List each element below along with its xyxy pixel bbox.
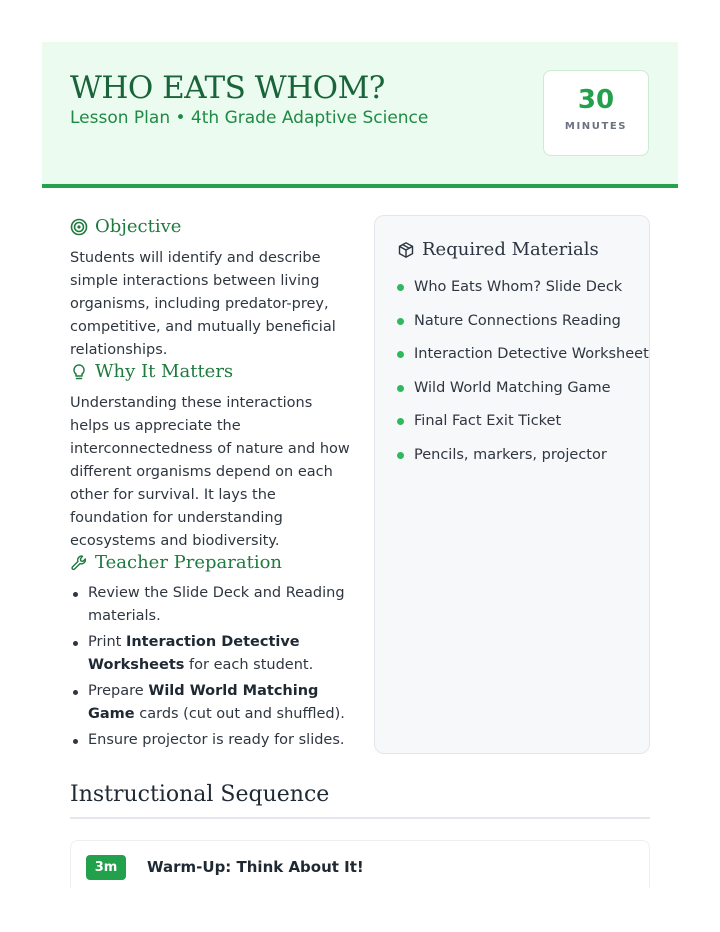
prep-heading-text: Teacher Preparation — [95, 552, 283, 573]
material-item: Who Eats Whom? Slide Deck — [397, 276, 649, 310]
step-title: Warm-Up: Think About It! — [147, 858, 364, 876]
materials-heading-text: Required Materials — [422, 239, 599, 260]
materials-heading — [397, 239, 599, 260]
why-heading-text: Why It Matters — [95, 361, 234, 382]
materials-list — [397, 276, 649, 477]
duration-label: MINUTES — [564, 121, 628, 132]
target-icon — [70, 218, 88, 236]
why-heading — [70, 361, 233, 382]
objective-heading — [70, 216, 181, 237]
prep-item: Review the Slide Deck and Reading materials. — [70, 582, 360, 628]
wrench-icon — [70, 554, 88, 572]
objective-text: Students will identify and describe simple interactions between living organisms, including predator-prey, competitive, and mutually beneficial relationships. — [70, 250, 336, 358]
material-item: Final Fact Exit Ticket — [397, 410, 649, 444]
duration-badge — [543, 70, 649, 156]
material-item: Pencils, markers, projector — [397, 444, 649, 478]
material-item: Wild World Matching Game — [397, 377, 649, 411]
prep-heading — [70, 552, 282, 573]
page-bottom-mask — [0, 888, 720, 932]
duration-value: 30 — [577, 85, 615, 115]
prep-item: Prepare Wild World Matching Game cards (cut out and shuffled). — [70, 680, 360, 726]
lightbulb-icon — [70, 363, 88, 381]
prep-list — [70, 582, 360, 755]
step-duration-badge: 3m — [86, 855, 126, 880]
page-title: WHO EATS WHOM? — [70, 70, 385, 106]
material-item: Interaction Detective Worksheet — [397, 343, 649, 377]
material-item: Nature Connections Reading — [397, 310, 649, 344]
prep-item: Ensure projector is ready for slides. — [70, 729, 360, 752]
objective-heading-text: Objective — [95, 216, 182, 237]
why-text: Understanding these interactions helps us appreciate the interconnectedness of nature and how different organisms depend on each other for survival. It lays the foundation for understanding ecosystems and biodiversity. — [70, 395, 350, 549]
header-banner — [42, 42, 678, 188]
box-icon — [397, 241, 415, 259]
divider — [70, 817, 650, 819]
prep-item: Print Interaction Detective Worksheets for each student. — [70, 631, 360, 677]
materials-card — [374, 215, 650, 754]
page-subtitle: Lesson Plan • 4th Grade Adaptive Science — [70, 108, 429, 128]
sequence-heading: Instructional Sequence — [70, 782, 330, 807]
